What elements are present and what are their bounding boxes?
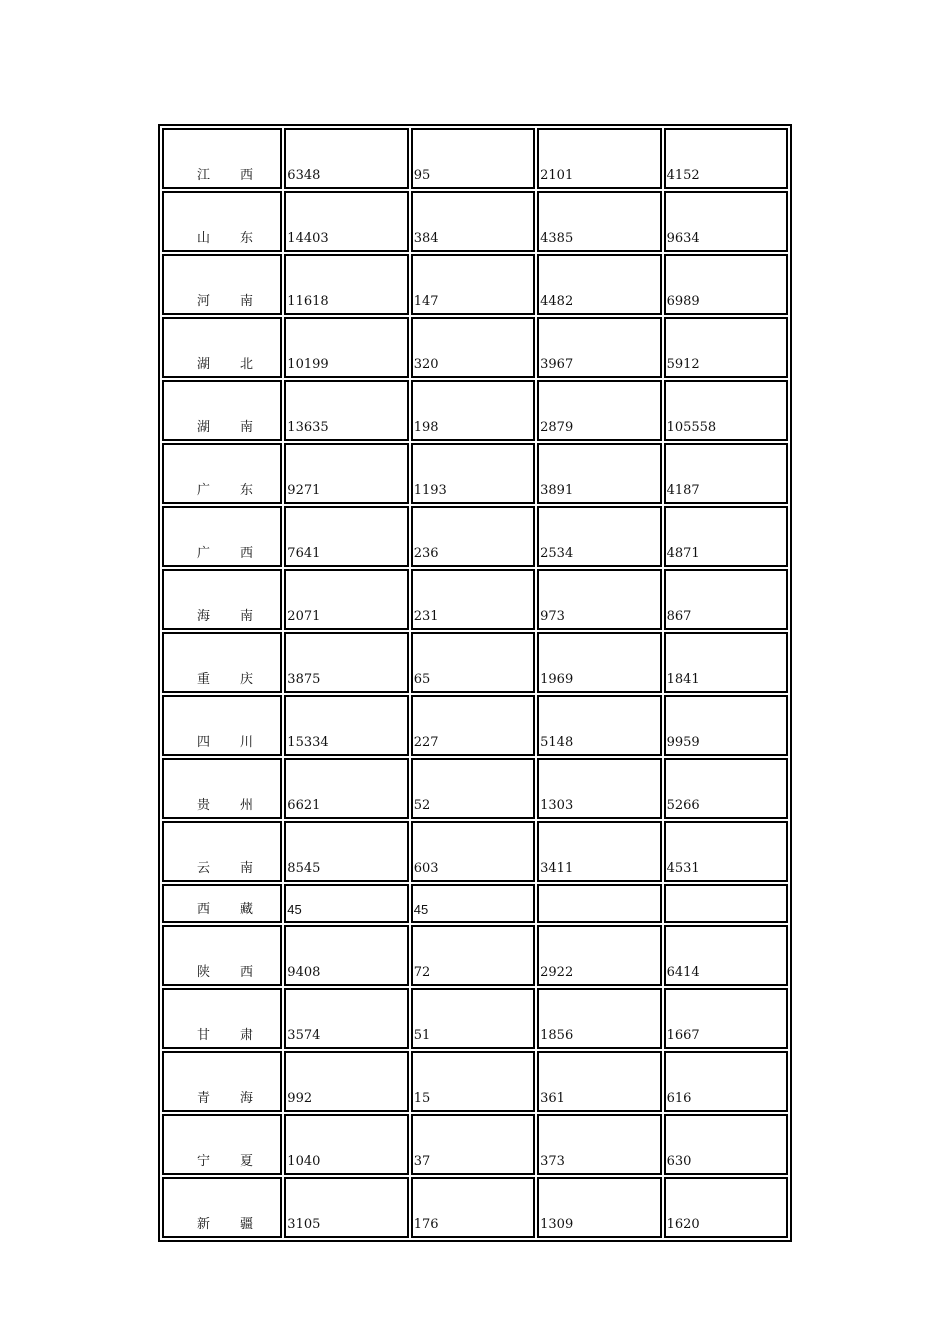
value-cell [537, 884, 661, 923]
value-cell: 5912 [664, 317, 788, 378]
value-cell: 147 [411, 254, 535, 315]
value-cell: 2534 [537, 506, 661, 567]
value-cell: 973 [537, 569, 661, 630]
value-cell: 3105 [284, 1177, 408, 1238]
table-row [162, 254, 788, 315]
table-row [162, 632, 788, 693]
table-row [162, 884, 788, 923]
value-cell: 45 [411, 884, 535, 923]
value-cell: 105558 [664, 380, 788, 441]
province-name-cell: 广 东 [162, 443, 282, 504]
province-name-cell: 四 川 [162, 695, 282, 756]
table-row [162, 758, 788, 819]
value-cell: 603 [411, 821, 535, 882]
value-cell: 15334 [284, 695, 408, 756]
value-cell [664, 884, 788, 923]
value-cell: 3891 [537, 443, 661, 504]
table-row [162, 1177, 788, 1238]
province-name-cell: 青 海 [162, 1051, 282, 1112]
value-cell: 198 [411, 380, 535, 441]
value-cell: 2101 [537, 128, 661, 189]
value-cell: 4531 [664, 821, 788, 882]
value-cell: 1309 [537, 1177, 661, 1238]
province-name-cell: 河 南 [162, 254, 282, 315]
value-cell: 3967 [537, 317, 661, 378]
value-cell: 95 [411, 128, 535, 189]
table-row [162, 821, 788, 882]
value-cell: 65 [411, 632, 535, 693]
province-name-cell: 甘 肃 [162, 988, 282, 1049]
table-row [162, 128, 788, 189]
table-row [162, 443, 788, 504]
table-row [162, 569, 788, 630]
province-name-cell: 广 西 [162, 506, 282, 567]
province-name-cell: 湖 北 [162, 317, 282, 378]
table-row [162, 191, 788, 252]
value-cell: 13635 [284, 380, 408, 441]
value-cell: 3875 [284, 632, 408, 693]
table-row [162, 317, 788, 378]
value-cell: 1856 [537, 988, 661, 1049]
value-cell: 176 [411, 1177, 535, 1238]
value-cell: 992 [284, 1051, 408, 1112]
value-cell: 6348 [284, 128, 408, 189]
value-cell: 37 [411, 1114, 535, 1175]
value-cell: 45 [284, 884, 408, 923]
value-cell: 3411 [537, 821, 661, 882]
value-cell: 4152 [664, 128, 788, 189]
value-cell: 1040 [284, 1114, 408, 1175]
table-row [162, 1051, 788, 1112]
province-name-cell: 山 东 [162, 191, 282, 252]
value-cell: 1841 [664, 632, 788, 693]
value-cell: 14403 [284, 191, 408, 252]
value-cell: 5266 [664, 758, 788, 819]
value-cell: 630 [664, 1114, 788, 1175]
value-cell: 1667 [664, 988, 788, 1049]
value-cell: 15 [411, 1051, 535, 1112]
value-cell: 1193 [411, 443, 535, 504]
value-cell: 11618 [284, 254, 408, 315]
value-cell: 9634 [664, 191, 788, 252]
value-cell: 7641 [284, 506, 408, 567]
value-cell: 51 [411, 988, 535, 1049]
province-name-cell: 江 西 [162, 128, 282, 189]
value-cell: 616 [664, 1051, 788, 1112]
value-cell: 1969 [537, 632, 661, 693]
table-row [162, 380, 788, 441]
value-cell: 1620 [664, 1177, 788, 1238]
value-cell: 52 [411, 758, 535, 819]
value-cell: 2071 [284, 569, 408, 630]
value-cell: 9959 [664, 695, 788, 756]
value-cell: 2879 [537, 380, 661, 441]
value-cell: 4482 [537, 254, 661, 315]
value-cell: 373 [537, 1114, 661, 1175]
province-name-cell: 云 南 [162, 821, 282, 882]
value-cell: 867 [664, 569, 788, 630]
value-cell: 5148 [537, 695, 661, 756]
value-cell: 6621 [284, 758, 408, 819]
table-row [162, 506, 788, 567]
table-row [162, 695, 788, 756]
value-cell: 3574 [284, 988, 408, 1049]
province-data-table [158, 124, 792, 1242]
value-cell: 227 [411, 695, 535, 756]
value-cell: 231 [411, 569, 535, 630]
value-cell: 9271 [284, 443, 408, 504]
province-name-cell: 宁 夏 [162, 1114, 282, 1175]
value-cell: 72 [411, 925, 535, 986]
value-cell: 10199 [284, 317, 408, 378]
value-cell: 6414 [664, 925, 788, 986]
value-cell: 384 [411, 191, 535, 252]
province-name-cell: 新 疆 [162, 1177, 282, 1238]
value-cell: 320 [411, 317, 535, 378]
value-cell: 236 [411, 506, 535, 567]
value-cell: 361 [537, 1051, 661, 1112]
province-name-cell: 陕 西 [162, 925, 282, 986]
value-cell: 4187 [664, 443, 788, 504]
value-cell: 4871 [664, 506, 788, 567]
value-cell: 8545 [284, 821, 408, 882]
value-cell: 6989 [664, 254, 788, 315]
province-name-cell: 湖 南 [162, 380, 282, 441]
value-cell: 1303 [537, 758, 661, 819]
value-cell: 9408 [284, 925, 408, 986]
table-row [162, 925, 788, 986]
value-cell: 2922 [537, 925, 661, 986]
province-name-cell: 贵 州 [162, 758, 282, 819]
value-cell: 4385 [537, 191, 661, 252]
province-name-cell: 西 藏 [162, 884, 282, 923]
table-row [162, 988, 788, 1049]
province-name-cell: 海 南 [162, 569, 282, 630]
table-row [162, 1114, 788, 1175]
province-name-cell: 重 庆 [162, 632, 282, 693]
